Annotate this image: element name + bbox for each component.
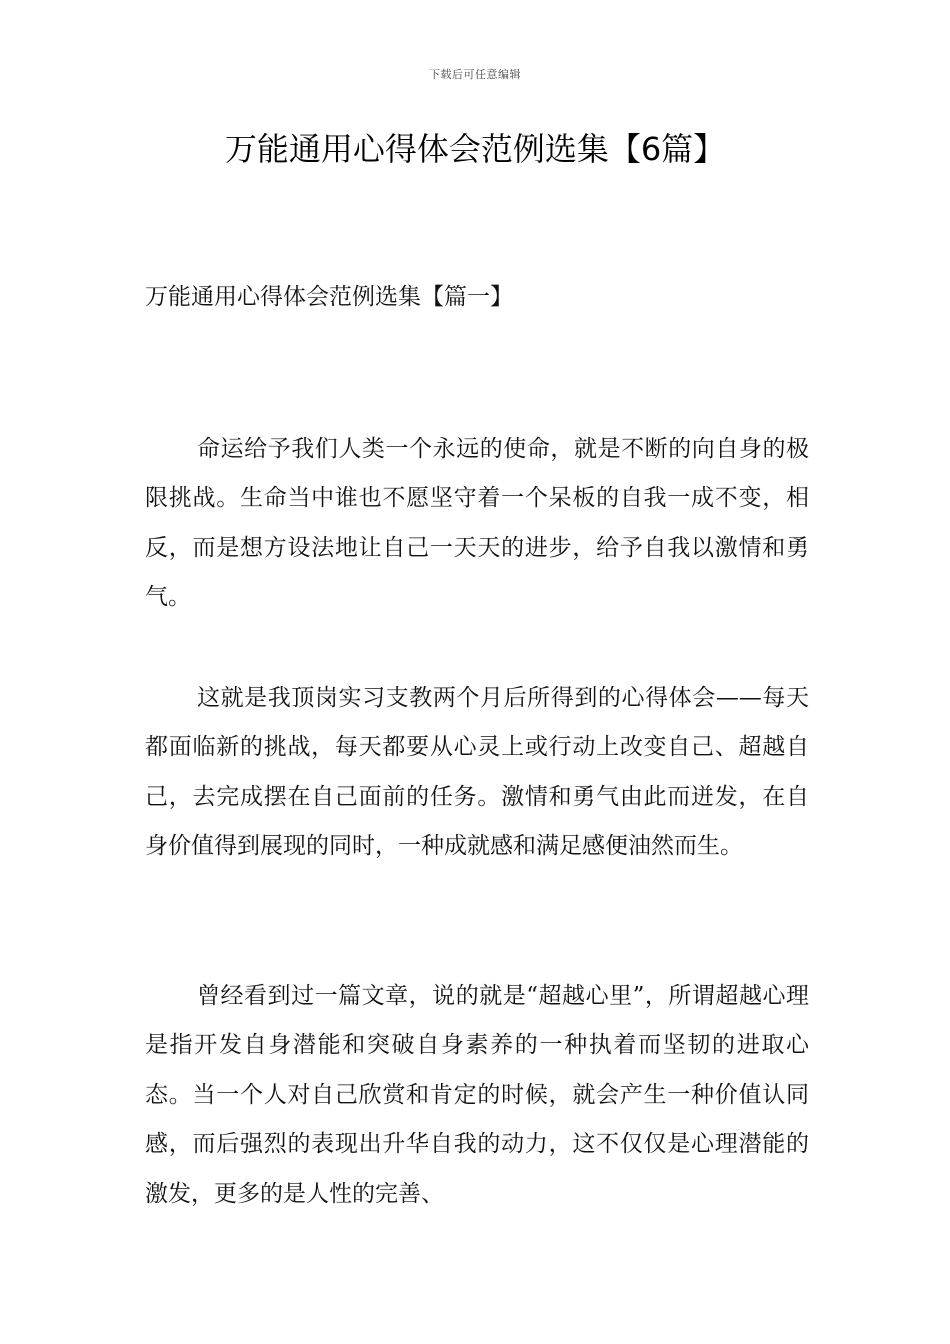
paragraph-3: 曾经看到过一篇文章，说的就是“超越心里”，所谓超越心理是指开发自身潜能和突破自身素养的一种执着而坚韧的进取心态。当一个人对自己欣赏和肯定的时候，就会产生一种价值认同感，而后强烈的表现出升华自我的动力，这不仅仅是心理潜能的激发，更多的是人性的完善、 [145, 983, 809, 1207]
header-note: 下载后可任意编辑 [429, 68, 521, 81]
paragraph-1: 命运给予我们人类一个永远的使命，就是不断的向自身的极限挑战。生命当中谁也不愿坚守着一个呆板的自我一成不变，相反，而是想方设法地让自己一天天的进步，给予自我以激情和勇气。 [145, 436, 809, 611]
document-title: 万能通用心得体会范例选集【6篇】 [224, 130, 726, 168]
section-heading: 万能通用心得体会范例选集【篇一】 [145, 284, 513, 310]
paragraph-2: 这就是我顶岗实习支教两个月后所得到的心得体会——每天都面临新的挑战，每天都要从心灵上或行动上改变自己、超越自己，去完成摆在自己面前的任务。激情和勇气由此而迸发，在自身价值得到展现的同时，一种成就感和满足感便油然而生。 [145, 685, 809, 860]
